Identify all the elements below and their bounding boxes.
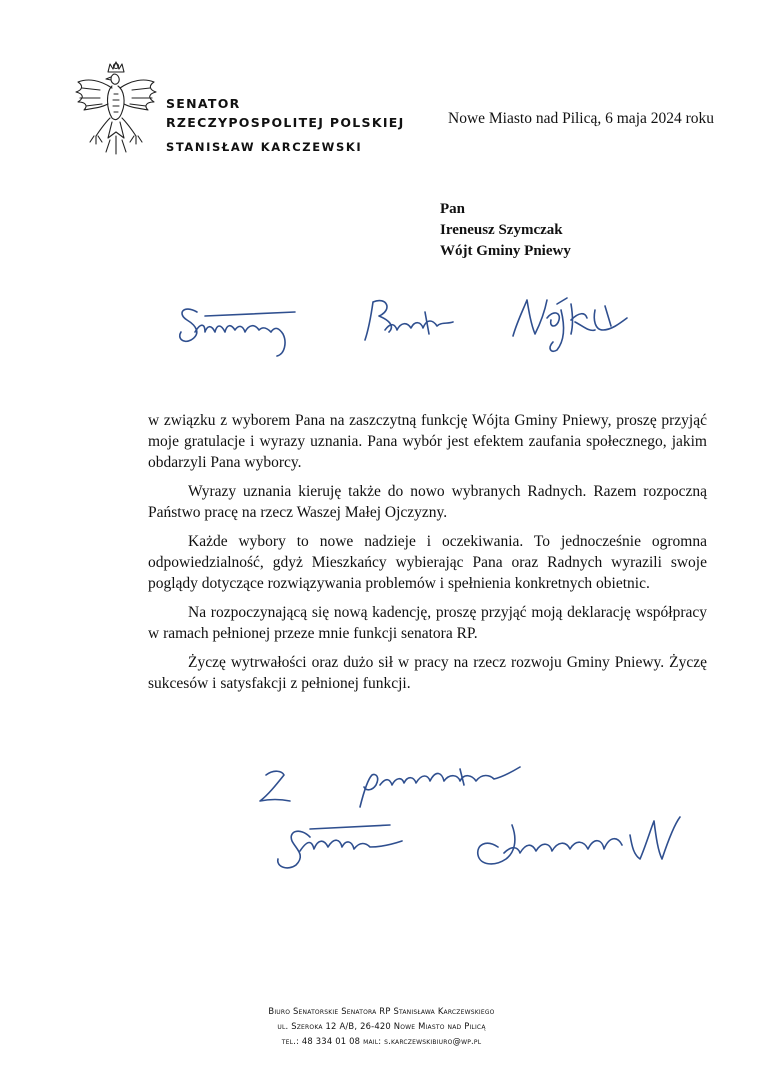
footer-line-3: tel.: 48 334 01 08 mail: s.karczewskibiuro@wp.pl xyxy=(281,1036,482,1046)
polish-eagle-emblem-icon xyxy=(70,58,160,158)
recipient-line-2: Ireneusz Szymczak xyxy=(440,222,563,238)
body-paragraph-3: Każde wybory to nowe nadzieje i oczekiwania. To jednocześnie ogromna odpowiedzialność, gdyż Mieszkańcy wybierając Pana oraz Radnych wyrazili swoje poglądy dotyczące rozwiązywania problemów i spełnienia konkretnych obietnic. xyxy=(148,533,707,592)
recipient-block xyxy=(440,199,571,262)
office-line-2: RZECZYPOSPOLITEJ POLSKIEJ xyxy=(166,115,405,130)
handwritten-closing-signature xyxy=(250,755,720,905)
letter-body xyxy=(148,410,707,702)
handwritten-salutation xyxy=(175,282,665,362)
senator-name: STANISŁAW KARCZEWSKI xyxy=(166,140,363,154)
body-paragraph-4: Na rozpoczynającą się nową kadencję, proszę przyjąć moją deklarację współpracy w ramach pełnionej przeze mnie funkcji senatora RP. xyxy=(148,604,707,642)
body-paragraph-2: Wyrazy uznania kieruję także do nowo wybranych Radnych. Razem rozpoczną Państwo pracę na rzecz Waszej Małej Ojczyzny. xyxy=(148,483,707,521)
footer-line-2: ul. Szeroka 12 A/B, 26-420 Nowe Miasto nad Pilicą xyxy=(277,1021,486,1031)
recipient-line-3: Wójt Gminy Pniewy xyxy=(440,243,571,259)
office-title xyxy=(166,94,405,132)
office-line-1: SENATOR xyxy=(166,96,241,111)
body-paragraph-5: Życzę wytrwałości oraz dużo sił w pracy na rzecz rozwoju Gminy Pniewy. Życzę sukcesów i satysfakcji z pełnionej funkcji. xyxy=(148,654,707,692)
place-date: Nowe Miasto nad Pilicą, 6 maja 2024 roku xyxy=(448,110,715,127)
body-paragraph-1: w związku z wyborem Pana na zaszczytną funkcję Wójta Gminy Pniewy, proszę przyjąć moje gratulacje i wyrazy uznania. Pana wybór jest efektem zaufania społecznego, jakim obdarzyli Pana wyborcy. xyxy=(148,412,707,471)
footer-contact xyxy=(0,1004,763,1049)
footer-line-1: Biuro Senatorskie Senatora RP Stanisława Karczewskiego xyxy=(268,1006,495,1016)
recipient-line-1: Pan xyxy=(440,201,466,217)
